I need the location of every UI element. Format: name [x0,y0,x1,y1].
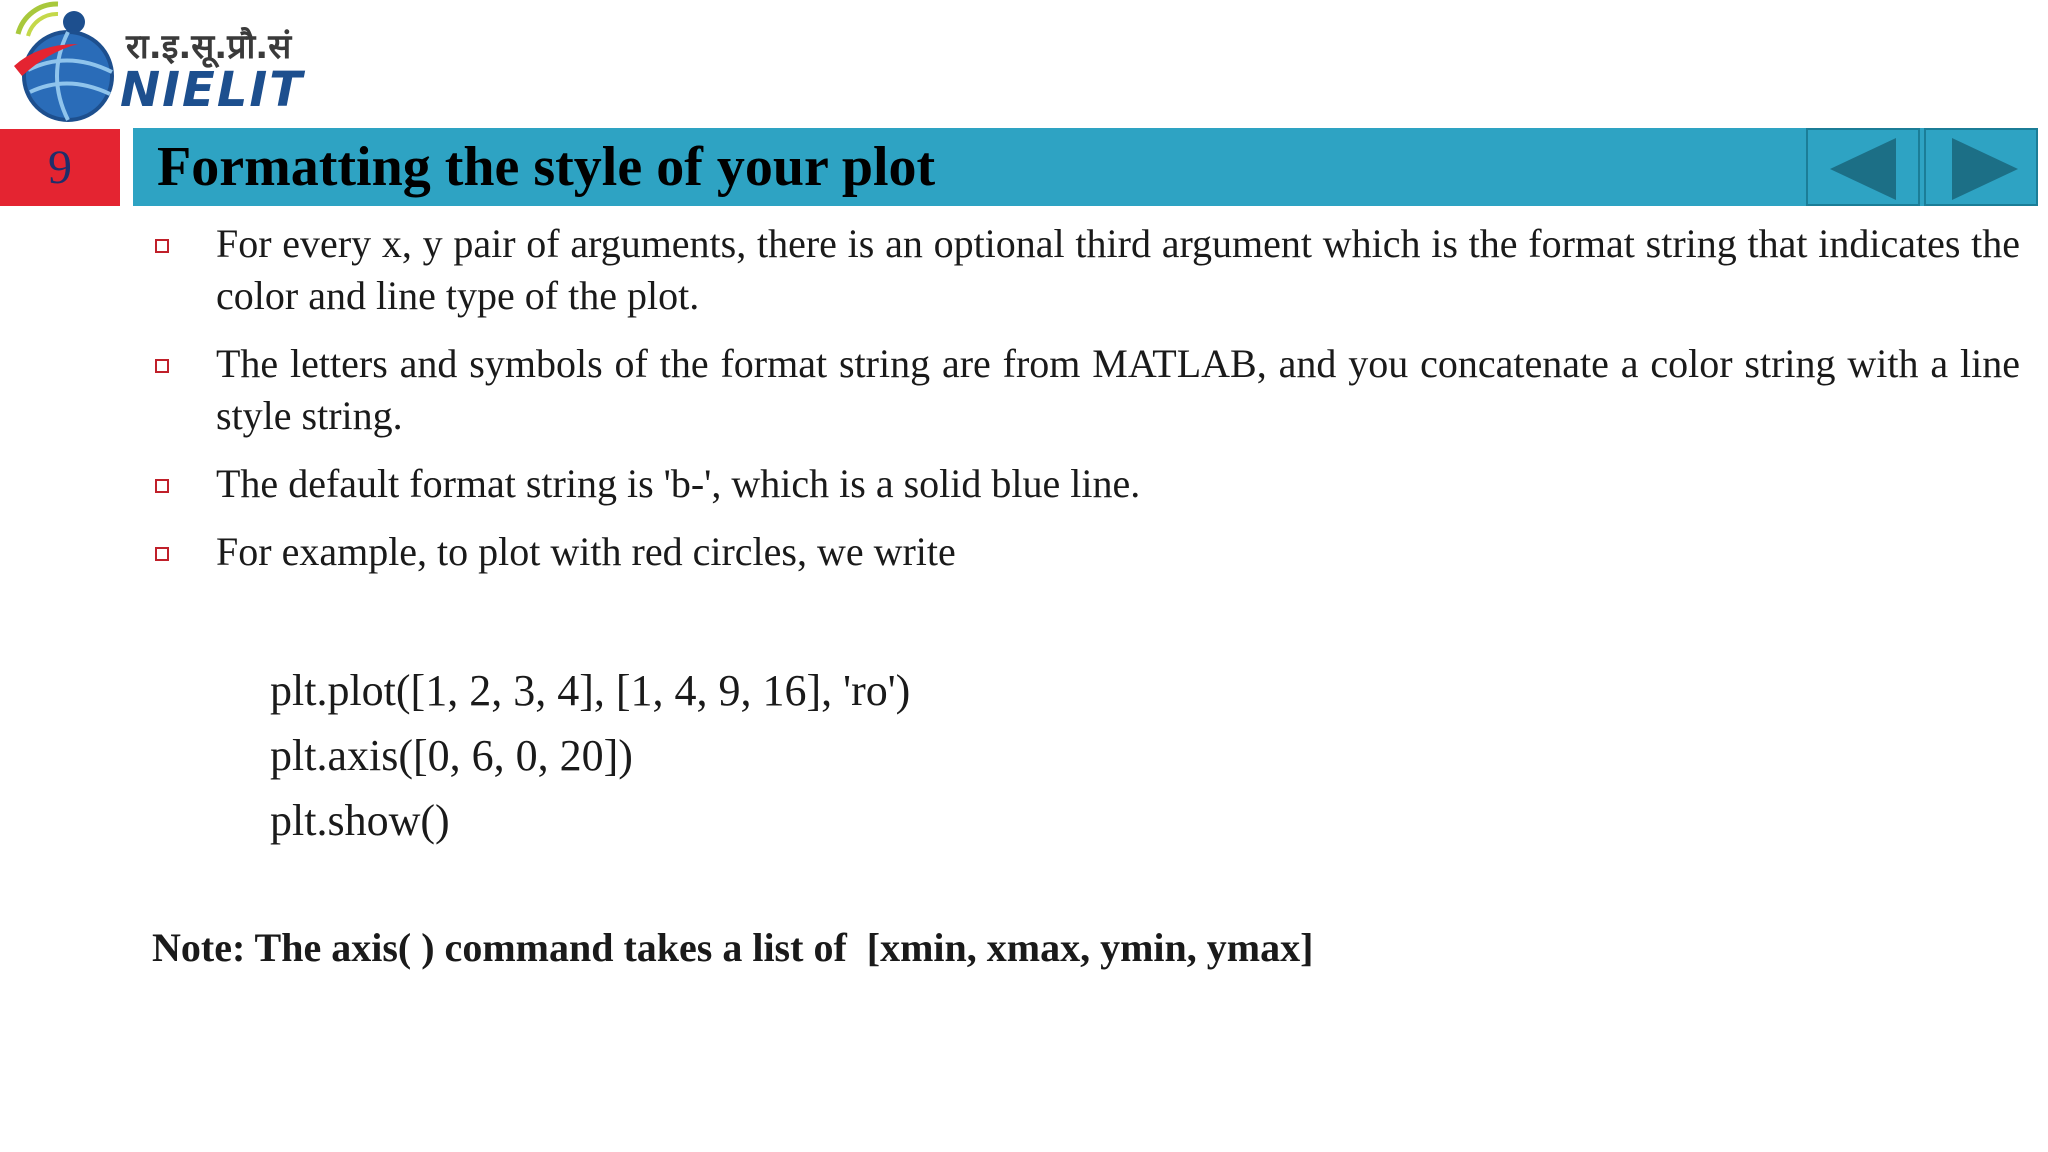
square-bullet-icon [155,359,169,373]
next-slide-button[interactable] [1924,128,2038,206]
note-text: Note: The axis( ) command takes a list of [xmin, xmax, ymin, ymax] [152,925,1314,970]
bullet-item [155,526,2020,578]
slide-title: Formatting the style of your plot [157,136,936,198]
square-bullet-icon [155,239,169,253]
code-block [270,658,910,853]
bullet-list [155,218,2020,594]
bullet-item [155,458,2020,510]
bullet-text: The letters and symbols of the format string are from MATLAB, and you concatenate a color string with a line style string. [216,341,2020,438]
code-line: plt.show() [270,796,450,845]
bullet-item [155,218,2020,322]
logo-hindi-text: रा.इ.सू.प्रौ.सं [126,27,292,67]
globe-emblem-icon [8,0,120,122]
slide-number: 9 [0,129,120,206]
bullet-text: For every x, y pair of arguments, there is an optional third argument which is the format string that indicates the color and line type of the plot. [216,221,2020,318]
logo-name: NIELIT [120,62,305,118]
bullet-text: For example, to plot with red circles, we write [216,529,956,574]
square-bullet-icon [155,479,169,493]
previous-slide-button[interactable] [1806,128,1920,206]
code-line: plt.plot([1, 2, 3, 4], [1, 4, 9, 16], 'ro') [270,666,911,715]
code-line: plt.axis([0, 6, 0, 20]) [270,731,633,780]
triangle-left-icon [1808,130,1922,208]
title-bar [133,128,2033,206]
square-bullet-icon [155,547,169,561]
bullet-text: The default format string is 'b-', which is a solid blue line. [216,461,1141,506]
triangle-right-icon [1926,130,2040,208]
bullet-item [155,338,2020,442]
nielit-logo [8,0,308,122]
